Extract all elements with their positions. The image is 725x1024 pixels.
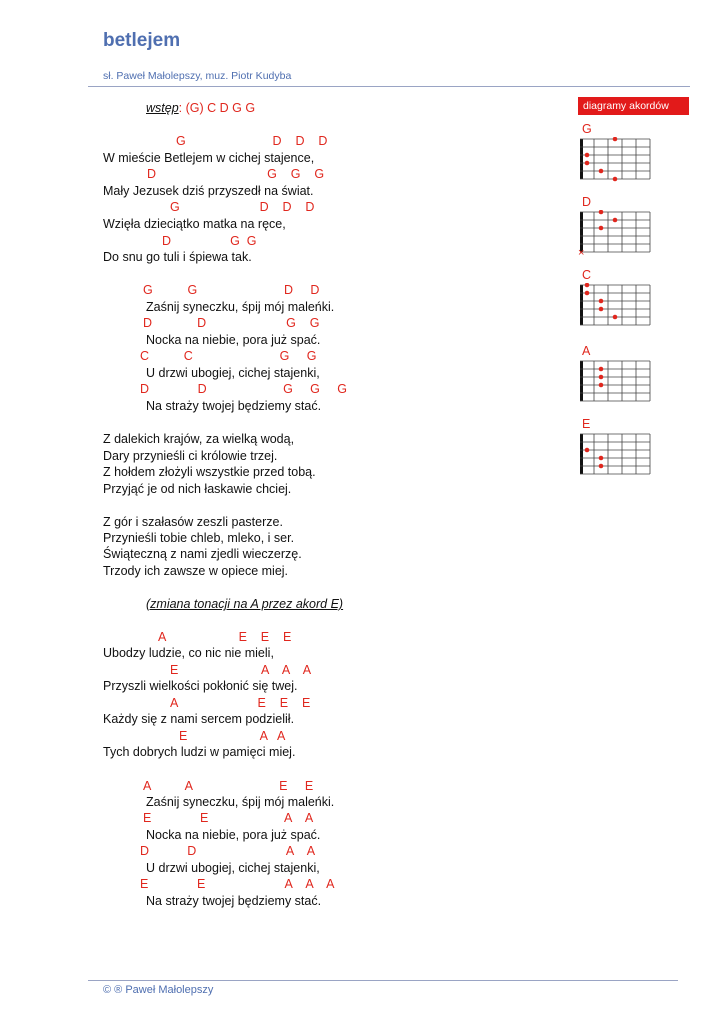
lyric-line: Mały Jezusek dziś przyszedł na świat. bbox=[103, 184, 314, 198]
finger-dot bbox=[599, 169, 604, 174]
chord-diagram-d bbox=[576, 210, 652, 258]
lyric-line: Przyszli wielkości pokłonić się twej. bbox=[103, 679, 298, 693]
finger-dot bbox=[599, 299, 604, 304]
chord-line: D D A A bbox=[140, 844, 316, 858]
chord-diagram-label: G bbox=[582, 122, 592, 136]
finger-dot bbox=[599, 383, 604, 388]
footer-divider bbox=[88, 980, 678, 981]
lyric-line: Zaśnij syneczku, śpij mój maleńki. bbox=[146, 795, 335, 809]
finger-dot bbox=[599, 226, 604, 231]
finger-dot bbox=[613, 177, 618, 182]
lyric-line: Z hołdem złożyli wszystkie przed tobą. bbox=[103, 465, 316, 479]
lyric-line: Na straży twojej będziemy stać. bbox=[146, 894, 322, 908]
chord-line: E A A A bbox=[170, 663, 312, 677]
finger-dot bbox=[613, 218, 618, 223]
finger-dot bbox=[613, 137, 618, 141]
lyric-line: Przyjąć je od nich łaskawie chciej. bbox=[103, 482, 292, 496]
lyric-line: Wzięła dzieciątko matka na ręce, bbox=[103, 217, 286, 231]
chord-diagram-e bbox=[576, 432, 652, 480]
lyric-line: Świąteczną z nami zjedli wieczerzę. bbox=[103, 547, 302, 561]
chord-line: A E E E bbox=[158, 630, 292, 644]
lyric-line: Zaśnij syneczku, śpij mój maleńki. bbox=[146, 300, 335, 314]
finger-dot bbox=[585, 161, 590, 166]
chord-diagrams-header: diagramy akordów bbox=[578, 97, 689, 115]
chord-line: A A E E bbox=[143, 779, 314, 793]
finger-dot bbox=[613, 315, 618, 320]
chord-line: D G G bbox=[162, 234, 257, 248]
chord-line: G D D D bbox=[176, 134, 328, 148]
song-title: betlejem bbox=[103, 30, 181, 51]
finger-dot bbox=[599, 210, 604, 214]
lyric-line: Ubodzy ludzie, co nic nie mieli, bbox=[103, 646, 274, 660]
chord-diagram-c bbox=[576, 283, 652, 331]
header-divider bbox=[88, 86, 690, 87]
muted-string-icon: × bbox=[578, 247, 585, 258]
chord-line: D D G G G bbox=[140, 382, 347, 396]
lyric-line: Z dalekich krajów, za wielką wodą, bbox=[103, 432, 295, 446]
lyric-line: Nocka na niebie, pora już spać. bbox=[146, 828, 321, 842]
lyric-line: Dary przynieśli ci królowie trzej. bbox=[103, 449, 278, 463]
intro-chords: : (G) C D G G bbox=[178, 101, 256, 115]
chord-line: C C G G bbox=[140, 349, 317, 363]
chord-line: G G D D bbox=[143, 283, 320, 297]
lyric-line: Tych dobrych ludzi w pamięci miej. bbox=[103, 745, 296, 759]
lyric-line: W mieście Betlejem w cichej stajence, bbox=[103, 151, 315, 165]
chord-line: A E E E bbox=[170, 696, 311, 710]
lyric-line: U drzwi ubogiej, cichej stajenki, bbox=[146, 366, 320, 380]
intro-label: wstęp bbox=[146, 101, 179, 115]
chord-line: E E A A bbox=[143, 811, 314, 825]
finger-dot bbox=[585, 153, 590, 158]
song-credits: sł. Paweł Małolepszy, muz. Piotr Kudyba bbox=[103, 70, 292, 82]
chord-diagram-label: D bbox=[582, 195, 592, 209]
chord-line: D D G G bbox=[143, 316, 320, 330]
finger-dot bbox=[599, 464, 604, 469]
finger-dot bbox=[585, 283, 590, 287]
chord-line: E E A A A bbox=[140, 877, 335, 891]
finger-dot bbox=[599, 456, 604, 461]
key-change-note: (zmiana tonacji na A przez akord E) bbox=[146, 597, 344, 611]
lyric-line: Z gór i szałasów zeszli pasterze. bbox=[103, 515, 283, 529]
chord-line: D G G G bbox=[147, 167, 325, 181]
chord-diagram-a bbox=[576, 359, 652, 407]
finger-dot bbox=[599, 307, 604, 312]
finger-dot bbox=[585, 448, 590, 453]
lyric-line: Trzody ich zawsze w opiece miej. bbox=[103, 564, 289, 578]
intro-line bbox=[146, 101, 255, 115]
lyric-line: Na straży twojej będziemy stać. bbox=[146, 399, 322, 413]
finger-dot bbox=[599, 375, 604, 380]
lyric-line: Do snu go tuli i śpiewa tak. bbox=[103, 250, 252, 264]
chord-diagram-g bbox=[576, 137, 652, 185]
chord-diagram-label: C bbox=[582, 268, 592, 282]
copyright-footer: © ® Paweł Małolepszy bbox=[103, 984, 214, 996]
chord-line: G D D D bbox=[170, 200, 315, 214]
chord-diagram-label: A bbox=[582, 344, 591, 358]
lyric-line: Nocka na niebie, pora już spać. bbox=[146, 333, 321, 347]
lyric-line: Każdy się z nami sercem podzielił. bbox=[103, 712, 295, 726]
finger-dot bbox=[585, 291, 590, 296]
lyric-line: Przynieśli tobie chleb, mleko, i ser. bbox=[103, 531, 295, 545]
lyric-line: U drzwi ubogiej, cichej stajenki, bbox=[146, 861, 320, 875]
finger-dot bbox=[599, 367, 604, 372]
chord-line: E A A bbox=[179, 729, 286, 743]
chord-diagram-label: E bbox=[582, 417, 591, 431]
